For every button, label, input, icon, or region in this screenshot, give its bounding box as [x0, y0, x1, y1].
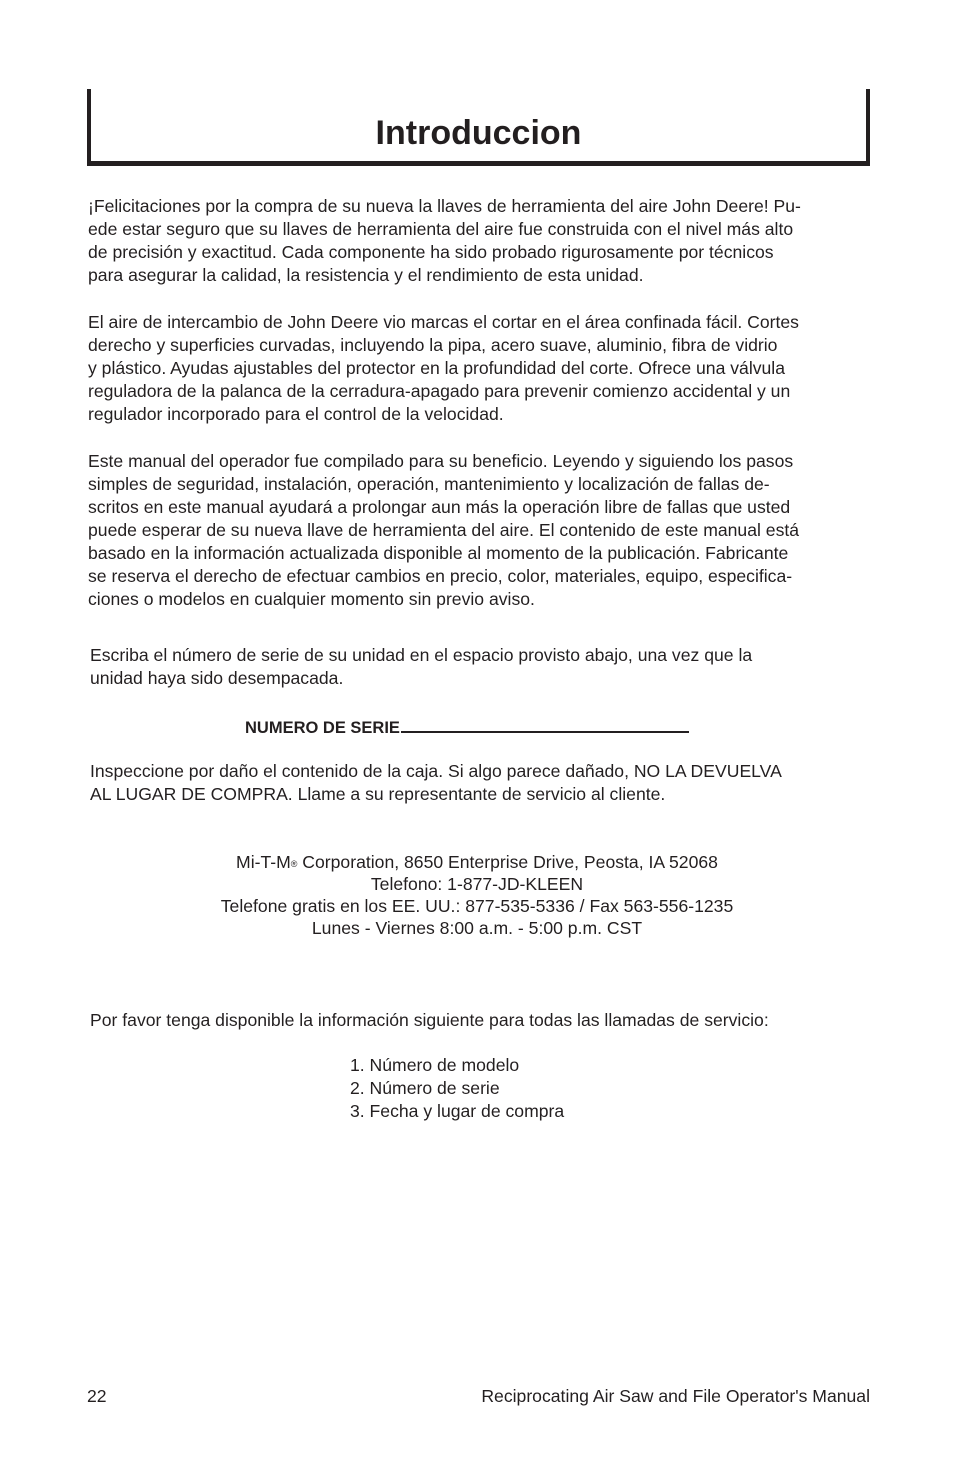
page-title: Introduccion	[375, 114, 582, 152]
list-item: 3. Fecha y lugar de compra	[350, 1101, 565, 1121]
serial-number-label: NUMERO DE SERIE	[245, 719, 400, 737]
service-info-list	[350, 1054, 564, 1123]
serial-number-blank-line	[401, 714, 689, 733]
contact-toll-free-fax: Telefone gratis en los EE. UU.: 877-535-5336 / Fax 563-556-1235	[220, 896, 734, 916]
inspect-paragraph: Inspeccione por daño el contenido de la caja. Si algo parece dañado, NO LA DEVUELVA AL LUGAR DE COMPRA. Llame a su representante de servicio al cliente.	[90, 761, 782, 804]
intro-paragraph-2: El aire de intercambio de John Deere vio marcas el cortar en el área confinada fácil. Cortes derecho y superficies curvadas, incluyendo la pipa, acero suave, aluminio, fibra de vidrio y plástico. Ayudas ajustables del protector en la profundidad del corte. Ofrece una válvula reguladora de la palanca de la cerradura-apagado para prevenir comienzo accidental y un regulador incorporado para el control de la velocidad.	[88, 312, 799, 424]
manual-title-footer: Reciprocating Air Saw and File Operator's Manual	[481, 1386, 870, 1406]
service-info-paragraph: Por favor tenga disponible la información siguiente para todas las llamadas de servicio:	[90, 1010, 769, 1030]
contact-address-line	[0, 851, 954, 873]
list-item: 1. Número de modelo	[350, 1055, 520, 1075]
company-name: Mi-T-M	[236, 852, 291, 872]
page-number: 22	[87, 1386, 107, 1406]
title-box	[87, 89, 870, 166]
registered-mark: ®	[290, 859, 298, 869]
contact-block	[0, 851, 954, 939]
serial-instructions: Escriba el número de serie de su unidad en el espacio provisto abajo, una vez que la unidad haya sido desempacada.	[90, 645, 753, 688]
intro-paragraph-1: ¡Felicitaciones por la compra de su nueva la llaves de herramienta del aire John Deere! Pu- ede estar seguro que su llaves de herramienta del aire fue construida con el nivel más alto de precisión y exactitud. Cada componente ha sido probado rigurosamente por técnicos para asegurar la calidad, la resistencia y el rendimiento de esta unidad.	[88, 196, 801, 285]
company-address: Corporation, 8650 Enterprise Drive, Peosta, IA 52068	[297, 852, 718, 872]
intro-paragraph-3: Este manual del operador fue compilado para su beneficio. Leyendo y siguiendo los pasos simples de seguridad, instalación, operación, mantenimiento y localización de fallas de- scritos en este manual ayudará a prolongar aun más la operación libre de fallas que usted puede esperar de su nueva llave de herramienta del aire. El contenido de este manual está basado en la información actualizada disponible al momento de la publicación. Fabricante se reserva el derecho de efectuar cambios en precio, color, materiales, equipo, especifica- ciones o modelos en cualquier momento sin previo aviso.	[88, 451, 800, 609]
list-item: 2. Número de serie	[350, 1078, 500, 1098]
serial-number-field	[245, 714, 689, 739]
contact-hours: Lunes - Viernes 8:00 a.m. - 5:00 p.m. CST	[311, 918, 643, 938]
contact-phone: Telefono: 1-877-JD-KLEEN	[370, 874, 584, 894]
